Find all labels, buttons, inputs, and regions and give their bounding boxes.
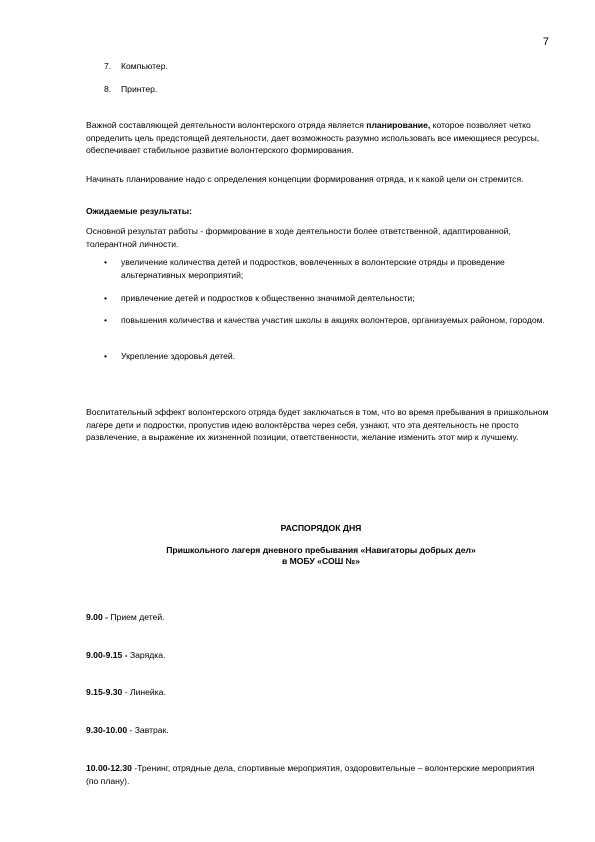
expected-results-heading (86, 205, 556, 218)
bullet-item (104, 292, 561, 305)
paragraph-text: Важной составляющей деятельности волонтерского отряда является (86, 120, 367, 130)
bullet-item (104, 256, 561, 282)
paragraph-planning (86, 119, 556, 157)
schedule-activity: -Тренинг, отрядные дела, спортивные мероприятия, оздоровительные – волонтерские мероприятия (по плану). (86, 763, 535, 786)
schedule-item (86, 724, 546, 737)
schedule-time: 9.30-10.00 (86, 725, 128, 735)
bullet-item (104, 350, 561, 363)
list-item (104, 61, 168, 71)
bullet-text: увеличение количества детей и подростков, вовлеченных в волонтерские отряды и проведение альтернативных мероприятий; (121, 257, 505, 280)
bullet-icon: • (104, 257, 108, 267)
bullet-icon: • (104, 293, 108, 303)
list-item (104, 84, 157, 94)
list-item-text: Принтер. (121, 84, 158, 94)
schedule-time: 9.15-9.30 (86, 687, 123, 697)
schedule-time: 9.00-9.15 - (86, 650, 128, 660)
schedule-time: 9.00 - (86, 612, 108, 622)
schedule-activity: - Линейка. (122, 687, 166, 697)
schedule-activity: Прием детей. (107, 612, 165, 622)
paragraph-effect: Воспитательный эффект волонтерского отряда будет заключаться в том, что во время пребывания в пришкольном лагере дети и подростки, пропустив идею волонтёрства через себя, узнают, что эта деятельность не просто развлечение, а выражение их жизненной позиции, ответственности, желание изменить этот мир к лучшему. (86, 407, 549, 443)
bullet-text: Укрепление здоровья детей. (121, 351, 236, 361)
schedule-title: РАСПОРЯДОК ДНЯ (280, 523, 362, 533)
bullet-item (104, 314, 561, 327)
paragraph-start: Начинать планирование надо с определения концепции формирования отряда, и к какой цели он стремится. (86, 174, 524, 184)
paragraph-result: Основной результат работы - формирование в ходе деятельности более ответственной, адаптированной, толерантной личности. (86, 226, 511, 249)
schedule-time: 10.00-12.30 (86, 763, 132, 773)
schedule-subtitle: Пришкольного лагеря дневного пребывания «Навигаторы добрых дел» (166, 545, 476, 555)
schedule-item (86, 686, 546, 699)
schedule-activity: - Завтрак. (127, 725, 169, 735)
heading-text: Ожидаемые результаты: (86, 206, 192, 216)
list-item-number: 7. (104, 61, 112, 71)
schedule-activity: Зарядка. (127, 650, 166, 660)
schedule-item (86, 762, 546, 787)
list-item-text: Компьютер. (121, 61, 168, 71)
paragraph-bold-text: планирование, (366, 120, 431, 130)
bullet-icon: • (104, 351, 108, 361)
schedule-item (86, 611, 546, 624)
page-number: 7 (542, 36, 549, 48)
list-item-number: 8. (104, 84, 112, 94)
bullet-text: повышения количества и качества участия школы в акциях волонтеров, организуемых районом, городом. (121, 315, 545, 325)
bullet-text: привлечение детей и подростков к общественно значимой деятельности; (121, 293, 415, 303)
schedule-subtitle: в МОБУ «СОШ №» (281, 556, 361, 566)
bullet-icon: • (104, 315, 108, 325)
paragraph-text: которое позволяет четко определить цель предстоящей деятельности, дает возможность разумно использовать все имеющиеся ресурсы, обеспечивает стабильное развитие волонтерского формирования. (86, 120, 540, 156)
schedule-item (86, 649, 546, 662)
